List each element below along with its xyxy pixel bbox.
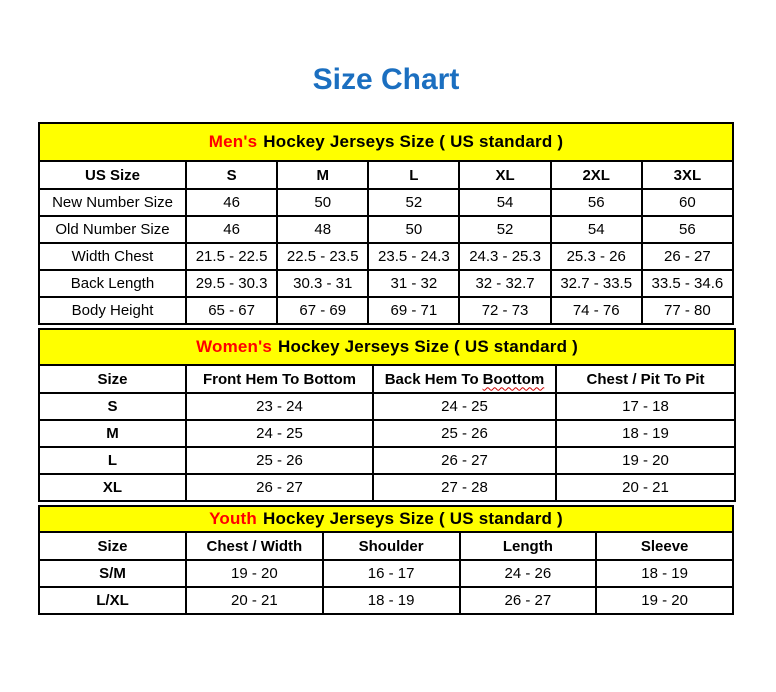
misspelled-word: Boottom: [482, 370, 545, 388]
cell: 18 - 19: [556, 420, 735, 447]
cell: 22.5 - 23.5: [277, 243, 368, 270]
cell: 19 - 20: [556, 447, 735, 474]
column-header: Shoulder: [323, 532, 460, 560]
column-header: 3XL: [642, 161, 733, 189]
cell: 26 - 27: [460, 587, 597, 614]
column-header: XL: [459, 161, 550, 189]
cell: 26 - 27: [642, 243, 733, 270]
cell: 46: [186, 216, 277, 243]
table-row: [39, 587, 733, 614]
table-row: [39, 243, 733, 270]
table-row: [39, 560, 733, 587]
table-row: [39, 393, 735, 420]
cell: 74 - 76: [551, 297, 642, 324]
cell: 33.5 - 34.6: [642, 270, 733, 297]
row-label: Width Chest: [39, 243, 186, 270]
cell: 56: [551, 189, 642, 216]
cell: 26 - 27: [186, 474, 373, 501]
mens-size-table: [38, 122, 734, 325]
cell: 52: [368, 189, 459, 216]
youth-size-table: [38, 505, 734, 615]
table-row: [39, 270, 733, 297]
cell: 54: [459, 189, 550, 216]
row-label: S/M: [39, 560, 186, 587]
column-header: US Size: [39, 161, 186, 189]
row-label: Back Length: [39, 270, 186, 297]
cell: 56: [642, 216, 733, 243]
mens-band-text: Hockey Jerseys Size ( US standard ): [263, 132, 564, 151]
womens-header-row: [39, 365, 735, 393]
column-header: Chest / Pit To Pit: [556, 365, 735, 393]
column-header: Size: [39, 532, 186, 560]
row-label: Old Number Size: [39, 216, 186, 243]
womens-size-table: [38, 328, 736, 502]
row-label: L/XL: [39, 587, 186, 614]
column-header: Size: [39, 365, 186, 393]
cell: 77 - 80: [642, 297, 733, 324]
cell: 24.3 - 25.3: [459, 243, 550, 270]
column-header: L: [368, 161, 459, 189]
cell: 25 - 26: [186, 447, 373, 474]
cell: 18 - 19: [323, 587, 460, 614]
cell: 25 - 26: [373, 420, 556, 447]
cell: 65 - 67: [186, 297, 277, 324]
cell: 25.3 - 26: [551, 243, 642, 270]
cell: 32 - 32.7: [459, 270, 550, 297]
cell: 19 - 20: [596, 587, 733, 614]
column-header: M: [277, 161, 368, 189]
column-header: [373, 365, 556, 393]
cell: 18 - 19: [596, 560, 733, 587]
cell: 23 - 24: [186, 393, 373, 420]
mens-header-row: [39, 161, 733, 189]
column-header: Front Hem To Bottom: [186, 365, 373, 393]
cell: 54: [551, 216, 642, 243]
column-header: Chest / Width: [186, 532, 323, 560]
row-label: S: [39, 393, 186, 420]
youth-band-highlight: Youth: [209, 509, 257, 528]
womens-band-highlight: Women's: [196, 337, 273, 356]
youth-section-band-row: [39, 506, 733, 532]
youth-section-band: [39, 506, 733, 532]
page-title: Size Chart: [312, 63, 460, 96]
table-row: [39, 216, 733, 243]
cell: 69 - 71: [368, 297, 459, 324]
cell: 19 - 20: [186, 560, 323, 587]
cell: 48: [277, 216, 368, 243]
column-header: Length: [460, 532, 597, 560]
youth-header-row: [39, 532, 733, 560]
cell: 46: [186, 189, 277, 216]
cell: 20 - 21: [556, 474, 735, 501]
cell: 21.5 - 22.5: [186, 243, 277, 270]
cell: 23.5 - 24.3: [368, 243, 459, 270]
column-header-text: Back Hem To: [384, 370, 479, 388]
mens-section-band: [39, 123, 733, 161]
mens-band-highlight: Men's: [208, 132, 258, 151]
womens-section-band-row: [39, 329, 735, 365]
cell: 30.3 - 31: [277, 270, 368, 297]
cell: 50: [277, 189, 368, 216]
column-header: S: [186, 161, 277, 189]
table-row: [39, 420, 735, 447]
cell: 24 - 25: [186, 420, 373, 447]
cell: 20 - 21: [186, 587, 323, 614]
table-row: [39, 474, 735, 501]
cell: 24 - 25: [373, 393, 556, 420]
cell: 32.7 - 33.5: [551, 270, 642, 297]
cell: 29.5 - 30.3: [186, 270, 277, 297]
cell: 52: [459, 216, 550, 243]
womens-section-band: [39, 329, 735, 365]
mens-section-band-row: [39, 123, 733, 161]
table-row: [39, 447, 735, 474]
row-label: M: [39, 420, 186, 447]
cell: 72 - 73: [459, 297, 550, 324]
cell: 50: [368, 216, 459, 243]
table-row: [39, 189, 733, 216]
column-header: Sleeve: [596, 532, 733, 560]
cell: 17 - 18: [556, 393, 735, 420]
column-header: 2XL: [551, 161, 642, 189]
row-label: New Number Size: [39, 189, 186, 216]
table-row: [39, 297, 733, 324]
cell: 67 - 69: [277, 297, 368, 324]
row-label: XL: [39, 474, 186, 501]
row-label: L: [39, 447, 186, 474]
cell: 31 - 32: [368, 270, 459, 297]
cell: 24 - 26: [460, 560, 597, 587]
cell: 27 - 28: [373, 474, 556, 501]
row-label: Body Height: [39, 297, 186, 324]
youth-band-text: Hockey Jerseys Size ( US standard ): [262, 509, 563, 528]
cell: 26 - 27: [373, 447, 556, 474]
cell: 60: [642, 189, 733, 216]
cell: 16 - 17: [323, 560, 460, 587]
womens-band-text: Hockey Jerseys Size ( US standard ): [278, 337, 578, 356]
